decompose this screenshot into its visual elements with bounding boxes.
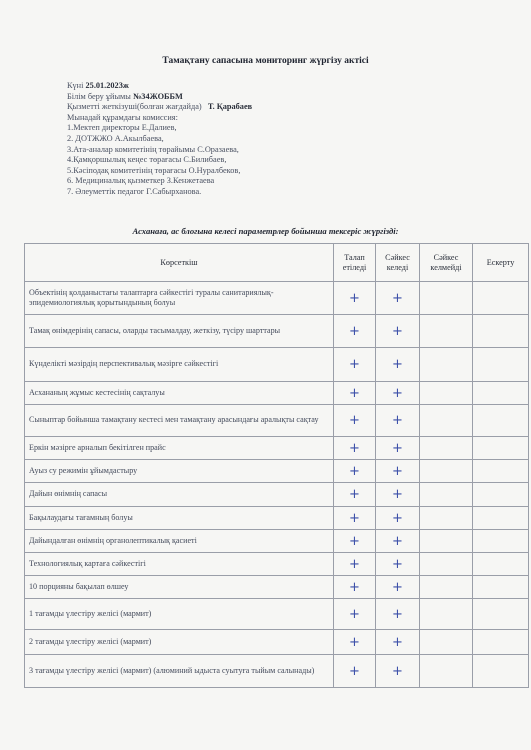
noncompliant-cell bbox=[420, 507, 473, 530]
required-cell bbox=[334, 460, 376, 483]
section-subtitle: Асханаға, ас блогына келесі параметрлер бойынша тексеріс жүргізді: bbox=[132, 226, 399, 236]
indicator-cell: 10 порцияны бақылап өлшеу bbox=[25, 576, 334, 599]
table-row bbox=[25, 599, 529, 630]
note-cell bbox=[473, 530, 529, 553]
required-cell bbox=[334, 315, 376, 348]
compliant-cell bbox=[376, 382, 420, 405]
compliant-cell bbox=[376, 576, 420, 599]
compliant-cell bbox=[376, 315, 420, 348]
table-row bbox=[25, 655, 529, 688]
note-cell bbox=[473, 382, 529, 405]
note-cell bbox=[473, 437, 529, 460]
required-cell bbox=[334, 348, 376, 382]
table-row bbox=[25, 553, 529, 576]
indicator-cell: 3 тағамды үлестіру желісі (мармит) (алюминий ыдыста суытуға тыйым салынады) bbox=[25, 655, 334, 688]
supplier-value: Т. Қарабаев bbox=[207, 102, 253, 112]
handwritten-plus-mark: + bbox=[349, 323, 360, 339]
required-cell bbox=[334, 282, 376, 315]
document-meta bbox=[67, 81, 252, 198]
handwritten-plus-mark: + bbox=[349, 440, 360, 456]
required-cell bbox=[334, 483, 376, 507]
table-row bbox=[25, 460, 529, 483]
noncompliant-cell bbox=[420, 553, 473, 576]
commission-member: 7. Әлеуметтік педагог Г.Сабырханова. bbox=[67, 186, 202, 196]
organization-value: №34ЖОББМ bbox=[132, 91, 183, 101]
handwritten-plus-mark: + bbox=[349, 357, 360, 372]
handwritten-plus-mark: + bbox=[392, 663, 403, 679]
table-row bbox=[25, 282, 529, 315]
required-cell bbox=[334, 405, 376, 437]
indicator-cell: Сыныптар бойынша тамақтану кестесі мен тамақтану арасындағы аралықты сақтау bbox=[25, 405, 334, 437]
supplier-label: Қызметті жеткізуші(болған жағдайда) bbox=[67, 102, 202, 112]
table-row bbox=[25, 348, 529, 382]
noncompliant-cell bbox=[420, 530, 473, 553]
table-row bbox=[25, 576, 529, 599]
required-cell bbox=[334, 382, 376, 405]
handwritten-plus-mark: + bbox=[349, 634, 360, 650]
handwritten-plus-mark: + bbox=[392, 606, 403, 622]
header-compliant: Сәйкес келеді bbox=[376, 244, 420, 282]
indicator-cell: Күнделікті мәзірдің перспективалық мәзірге сәйкестігі bbox=[25, 348, 334, 382]
compliant-cell bbox=[376, 655, 420, 688]
noncompliant-cell bbox=[420, 348, 473, 382]
indicator-cell: Бақылаудағы тағамның болуы bbox=[25, 507, 334, 530]
indicator-cell: Объектінің қолданыстағы талаптарға сәйкестігі туралы санитариялық-эпидемиологиялық қорытындының болуы bbox=[25, 282, 334, 315]
handwritten-plus-mark: + bbox=[392, 440, 403, 456]
required-cell bbox=[334, 576, 376, 599]
note-cell bbox=[473, 655, 529, 688]
handwritten-plus-mark: + bbox=[349, 663, 360, 679]
compliant-cell bbox=[376, 460, 420, 483]
handwritten-plus-mark: + bbox=[392, 357, 403, 372]
noncompliant-cell bbox=[420, 655, 473, 688]
handwritten-plus-mark: + bbox=[349, 606, 360, 622]
compliant-cell bbox=[376, 507, 420, 530]
noncompliant-cell bbox=[420, 282, 473, 315]
note-cell bbox=[473, 630, 529, 655]
note-cell bbox=[473, 599, 529, 630]
table-row bbox=[25, 483, 529, 507]
compliant-cell bbox=[376, 483, 420, 507]
note-cell bbox=[473, 576, 529, 599]
handwritten-plus-mark: + bbox=[392, 579, 403, 595]
noncompliant-cell bbox=[420, 437, 473, 460]
required-cell bbox=[334, 630, 376, 655]
indicator-cell: Технологиялық картаға сәйкестігі bbox=[25, 553, 334, 576]
indicator-cell: 2 тағамды үлестіру желісі (мармит) bbox=[25, 630, 334, 655]
indicator-cell: Еркін мәзірге арналып бекітілген прайс bbox=[25, 437, 334, 460]
note-cell bbox=[473, 282, 529, 315]
handwritten-plus-mark: + bbox=[349, 510, 360, 526]
date-value: 25.01.2023ж bbox=[85, 81, 129, 90]
required-cell bbox=[334, 507, 376, 530]
indicator-cell: Тамақ өнімдерінің сапасы, оларды тасымалдау, жеткізу, түсіру шарттары bbox=[25, 315, 334, 348]
note-cell bbox=[473, 348, 529, 382]
table-row bbox=[25, 437, 529, 460]
noncompliant-cell bbox=[420, 382, 473, 405]
handwritten-plus-mark: + bbox=[392, 510, 403, 526]
indicator-cell: Дайындалған өнімнің органолептикалық қасиеті bbox=[25, 530, 334, 553]
noncompliant-cell bbox=[420, 483, 473, 507]
table-row bbox=[25, 382, 529, 405]
date-line bbox=[67, 81, 252, 92]
indicator-cell: 1 тағамды үлестіру желісі (мармит) bbox=[25, 599, 334, 630]
handwritten-plus-mark: + bbox=[392, 385, 403, 401]
required-cell bbox=[334, 530, 376, 553]
document-title: Тамақтану сапасына мониторинг жүргізу актісі bbox=[162, 56, 369, 66]
table-header-row bbox=[25, 244, 529, 282]
date-label: Күні bbox=[67, 81, 84, 90]
handwritten-plus-mark: + bbox=[349, 463, 360, 479]
compliant-cell bbox=[376, 530, 420, 553]
noncompliant-cell bbox=[420, 460, 473, 483]
compliant-cell bbox=[376, 599, 420, 630]
indicator-cell: Асхананың жұмыс кестесінің сақталуы bbox=[25, 382, 334, 405]
indicator-cell: Дайын өнімнің сапасы bbox=[25, 483, 334, 507]
commission-member: 2. ДОТЖЖО А.Акылбаева, bbox=[67, 133, 164, 143]
compliant-cell bbox=[376, 630, 420, 655]
table-row bbox=[25, 315, 529, 348]
noncompliant-cell bbox=[420, 630, 473, 655]
noncompliant-cell bbox=[420, 576, 473, 599]
compliant-cell bbox=[376, 405, 420, 437]
note-cell bbox=[473, 507, 529, 530]
noncompliant-cell bbox=[420, 315, 473, 348]
required-cell bbox=[334, 655, 376, 688]
compliant-cell bbox=[376, 348, 420, 382]
table-row bbox=[25, 507, 529, 530]
header-note: Ескерту bbox=[473, 244, 529, 282]
required-cell bbox=[334, 437, 376, 460]
handwritten-plus-mark: + bbox=[392, 413, 403, 428]
commission-member: 6. Медициналық қызметкер З.Кенжетаева bbox=[67, 176, 215, 186]
inspection-table bbox=[24, 243, 529, 688]
note-cell bbox=[473, 553, 529, 576]
compliant-cell bbox=[376, 282, 420, 315]
required-cell bbox=[334, 599, 376, 630]
supplier-line bbox=[67, 102, 252, 113]
table-row bbox=[25, 530, 529, 553]
indicator-cell: Ауыз су режимін ұйымдастыру bbox=[25, 460, 334, 483]
handwritten-plus-mark: + bbox=[392, 290, 403, 306]
handwritten-plus-mark: + bbox=[392, 533, 403, 549]
handwritten-plus-mark: + bbox=[349, 533, 360, 549]
note-cell bbox=[473, 405, 529, 437]
header-noncompliant: Сәйкес келмейді bbox=[420, 244, 473, 282]
commission-member: 4.Қамқоршылық кеңес төрағасы С.Билибаев, bbox=[67, 155, 227, 165]
commission-member: 1.Мектеп директоры Е.Далиев, bbox=[67, 123, 177, 133]
handwritten-plus-mark: + bbox=[392, 487, 403, 502]
commission-member: 5.Кәсіподақ комитетінің төрағасы О.Нуралбеков, bbox=[67, 165, 241, 175]
handwritten-plus-mark: + bbox=[349, 487, 360, 502]
handwritten-plus-mark: + bbox=[349, 290, 360, 306]
handwritten-plus-mark: + bbox=[349, 385, 360, 401]
handwritten-plus-mark: + bbox=[392, 556, 403, 572]
organization-line bbox=[67, 92, 252, 103]
noncompliant-cell bbox=[420, 599, 473, 630]
handwritten-plus-mark: + bbox=[392, 634, 403, 650]
note-cell bbox=[473, 315, 529, 348]
table-row bbox=[25, 405, 529, 437]
note-cell bbox=[473, 483, 529, 507]
commission-member: 3.Ата-аналар комитетінің төрайымы С.Оразаева, bbox=[67, 144, 239, 154]
header-indicator: Көрсеткіш bbox=[25, 244, 334, 282]
commission-label: Мынадай құрамдағы комиссия: bbox=[67, 112, 178, 122]
handwritten-plus-mark: + bbox=[349, 579, 360, 595]
compliant-cell bbox=[376, 553, 420, 576]
handwritten-plus-mark: + bbox=[349, 413, 360, 428]
header-required: Талап етіледі bbox=[334, 244, 376, 282]
organization-label: Білім беру ұйымы bbox=[67, 91, 131, 101]
handwritten-plus-mark: + bbox=[392, 463, 403, 479]
noncompliant-cell bbox=[420, 405, 473, 437]
compliant-cell bbox=[376, 437, 420, 460]
handwritten-plus-mark: + bbox=[349, 556, 360, 572]
required-cell bbox=[334, 553, 376, 576]
note-cell bbox=[473, 460, 529, 483]
handwritten-plus-mark: + bbox=[392, 323, 403, 339]
table-row bbox=[25, 630, 529, 655]
